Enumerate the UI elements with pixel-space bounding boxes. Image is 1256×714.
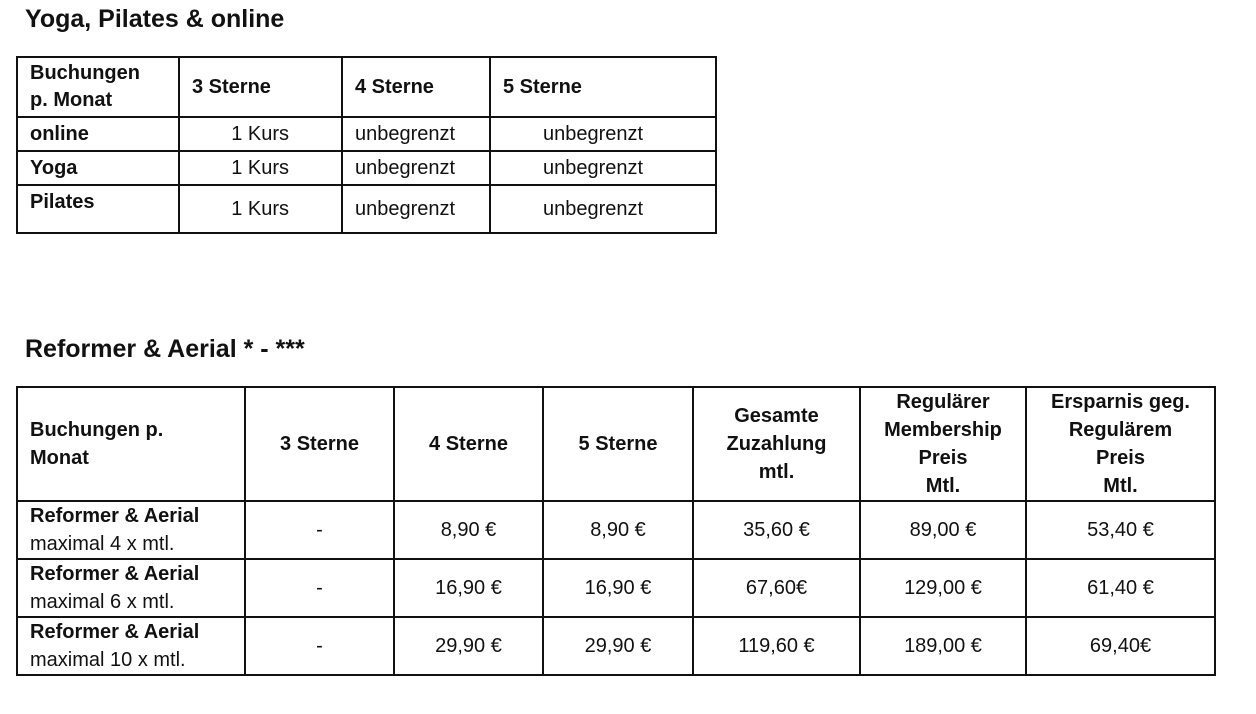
cell-value: unbegrenzt [490,117,716,151]
cell-value: unbegrenzt [490,151,716,185]
yoga-pilates-table [16,56,717,234]
cell-value: 1 Kurs [179,117,342,151]
header-line: Zuzahlung [726,433,827,455]
table-row [17,501,1215,559]
row-label [17,501,245,559]
header-line: Mtl. [925,475,961,497]
section-title-yoga: Yoga, Pilates & online [25,5,285,33]
cell-value: 1 Kurs [179,185,342,233]
row-label: Yoga [17,151,179,185]
header-3-stars: 3 Sterne [179,57,342,117]
cell-value: 29,90 € [543,617,693,675]
row-label [17,617,245,675]
row-label: online [17,117,179,151]
table-row [17,117,716,151]
cell-value: 8,90 € [394,501,543,559]
cell-value: 69,40€ [1026,617,1215,675]
cell-value: - [245,617,394,675]
row-label: Pilates [17,185,179,233]
row-limit: maximal 4 x mtl. [30,533,175,555]
cell-value: 189,00 € [860,617,1026,675]
cell-value: 129,00 € [860,559,1026,617]
header-line: Mtl. [1103,475,1138,497]
cell-value: 119,60 € [693,617,860,675]
cell-value: 8,90 € [543,501,693,559]
header-line: Regulärer [896,391,990,413]
cell-value: 29,90 € [394,617,543,675]
reformer-aerial-table [16,386,1216,676]
header-regular-price [860,387,1026,501]
row-name: Reformer & Aerial [30,505,200,527]
header-savings [1026,387,1215,501]
cell-value: unbegrenzt [342,117,490,151]
cell-value: - [245,501,394,559]
row-limit: maximal 6 x mtl. [30,591,175,613]
cell-value: 16,90 € [394,559,543,617]
cell-value: 61,40 € [1026,559,1215,617]
header-4-stars: 4 Sterne [342,57,490,117]
header-bookings-per-month [17,57,179,117]
row-name: Reformer & Aerial [30,621,200,643]
header-line: Preis [918,447,968,469]
table-row [17,559,1215,617]
table-row [17,185,716,233]
header-line: mtl. [758,461,795,483]
cell-value: unbegrenzt [342,185,490,233]
table-row [17,617,1215,675]
header-line: Ersparnis geg. [1051,391,1190,413]
cell-value: 53,40 € [1026,501,1215,559]
header-line: p. Monat [30,89,113,111]
header-5-stars: 5 Sterne [490,57,716,117]
row-name: Reformer & Aerial [30,563,200,585]
cell-value: 1 Kurs [179,151,342,185]
cell-value: 16,90 € [543,559,693,617]
cell-value: 35,60 € [693,501,860,559]
header-line: Membership [884,419,1002,441]
header-3-stars: 3 Sterne [245,387,394,501]
header-bookings-per-month [17,387,245,501]
header-4-stars: 4 Sterne [394,387,543,501]
header-line: Preis [1096,447,1145,469]
cell-value: - [245,559,394,617]
cell-value: unbegrenzt [490,185,716,233]
header-5-stars: 5 Sterne [543,387,693,501]
section-title-reformer: Reformer & Aerial * - *** [25,335,305,363]
header-line: Monat [30,447,89,469]
row-limit: maximal 10 x mtl. [30,649,186,671]
cell-value: unbegrenzt [342,151,490,185]
header-line: Regulärem [1068,419,1173,441]
cell-value: 89,00 € [860,501,1026,559]
row-label [17,559,245,617]
header-line: Buchungen p. [30,419,164,441]
table-header-row [17,57,716,117]
header-line: Buchungen [30,62,140,84]
table-row [17,151,716,185]
header-line: Gesamte [734,405,819,427]
table-header-row [17,387,1215,501]
cell-value: 67,60€ [693,559,860,617]
header-total-surcharge [693,387,860,501]
